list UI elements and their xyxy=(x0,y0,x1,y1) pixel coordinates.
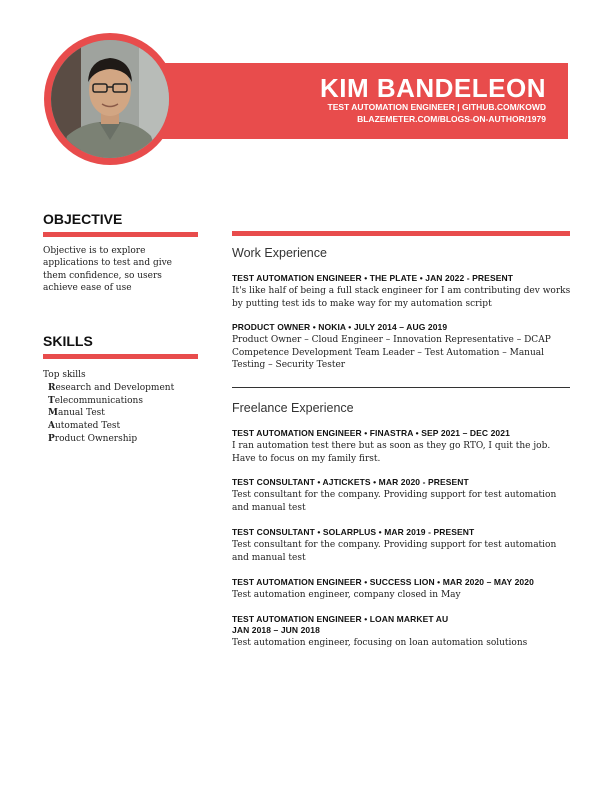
freelance-entry xyxy=(232,527,572,564)
entry-heading: PRODUCT OWNER • NOKIA • JULY 2014 – AUG 2019 xyxy=(232,322,448,332)
freelance-entry xyxy=(232,428,572,465)
entry-description: Test consultant for the company. Providing support for test automation and manual test xyxy=(232,490,557,513)
entry-heading: TEST AUTOMATION ENGINEER • FINASTRA • SEP 2021 – DEC 2021 xyxy=(232,428,510,438)
work-experience-title: Work Experience xyxy=(232,246,327,260)
freelance-entry xyxy=(232,614,572,650)
entry-heading: TEST CONSULTANT • AJTICKETS • MAR 2020 - PRESENT xyxy=(232,477,469,487)
freelance-entry xyxy=(232,477,572,514)
entry-description: It's like half of being a full stack engineer for I am contributing dev works by putting test ids to make way for my automation script xyxy=(232,286,571,309)
candidate-name: KIM BANDELEON xyxy=(319,73,546,103)
work-entry xyxy=(232,322,572,372)
entry-description: Test consultant for the company. Providing support for test automation and manual test xyxy=(232,540,557,563)
entry-heading: TEST CONSULTANT • SOLARPLUS • MAR 2019 - PRESENT xyxy=(232,527,475,537)
freelance-experience-title: Freelance Experience xyxy=(232,401,354,415)
skill-item: Telecommunications xyxy=(48,395,143,406)
profile-photo-frame xyxy=(44,33,176,165)
freelance-divider xyxy=(232,387,570,388)
entry-heading: TEST AUTOMATION ENGINEER • THE PLATE • JAN 2022 - PRESENT xyxy=(232,273,514,283)
skill-item: Research and Development xyxy=(48,382,175,393)
entry-description: Product Owner – Cloud Engineer – Innovation Representative – DCAP Competence Development Team Leader – Test Automation – Manual Testing – Security Tester xyxy=(232,335,551,370)
skills-divider xyxy=(43,354,198,359)
subtitle-line-1: TEST AUTOMATION ENGINEER | GITHUB.COM/KOWD xyxy=(327,102,546,112)
objective-divider xyxy=(43,232,198,237)
work-entry xyxy=(232,273,572,310)
objective-text: Objective is to explore applications to test and give them confidence, so users achieve ease of use xyxy=(43,246,173,293)
skill-item: Automated Test xyxy=(48,421,121,432)
skill-item: Manual Test xyxy=(48,408,105,419)
profile-photo xyxy=(51,40,169,158)
skills-intro: Top skills xyxy=(43,370,86,380)
header-banner xyxy=(120,63,568,139)
entry-heading: TEST AUTOMATION ENGINEER • LOAN MARKET AU xyxy=(232,614,449,624)
skills-list xyxy=(43,369,174,446)
candidate-subtitle xyxy=(328,101,547,125)
subtitle-line-2: BLAZEMETER.COM/BLOGS-ON-AUTHOR/1979 xyxy=(357,114,546,124)
entry-description: Test automation engineer, focusing on loan automation solutions xyxy=(232,638,528,648)
skills-heading: SKILLS xyxy=(43,333,93,349)
work-divider xyxy=(232,231,570,236)
entry-description: Test automation engineer, company closed in May xyxy=(232,590,461,600)
entry-heading: TEST AUTOMATION ENGINEER • SUCCESS LION • MAR 2020 – MAY 2020 xyxy=(232,577,534,587)
entry-dates: JAN 2018 – JUN 2018 xyxy=(232,625,320,635)
entry-description: I ran automation test there but as soon as they go RTO, I quit the job. Have to focus on my family first. xyxy=(232,441,551,464)
freelance-entry xyxy=(232,577,572,602)
objective-heading: OBJECTIVE xyxy=(43,211,123,227)
skill-item: Product Ownership xyxy=(48,433,138,444)
